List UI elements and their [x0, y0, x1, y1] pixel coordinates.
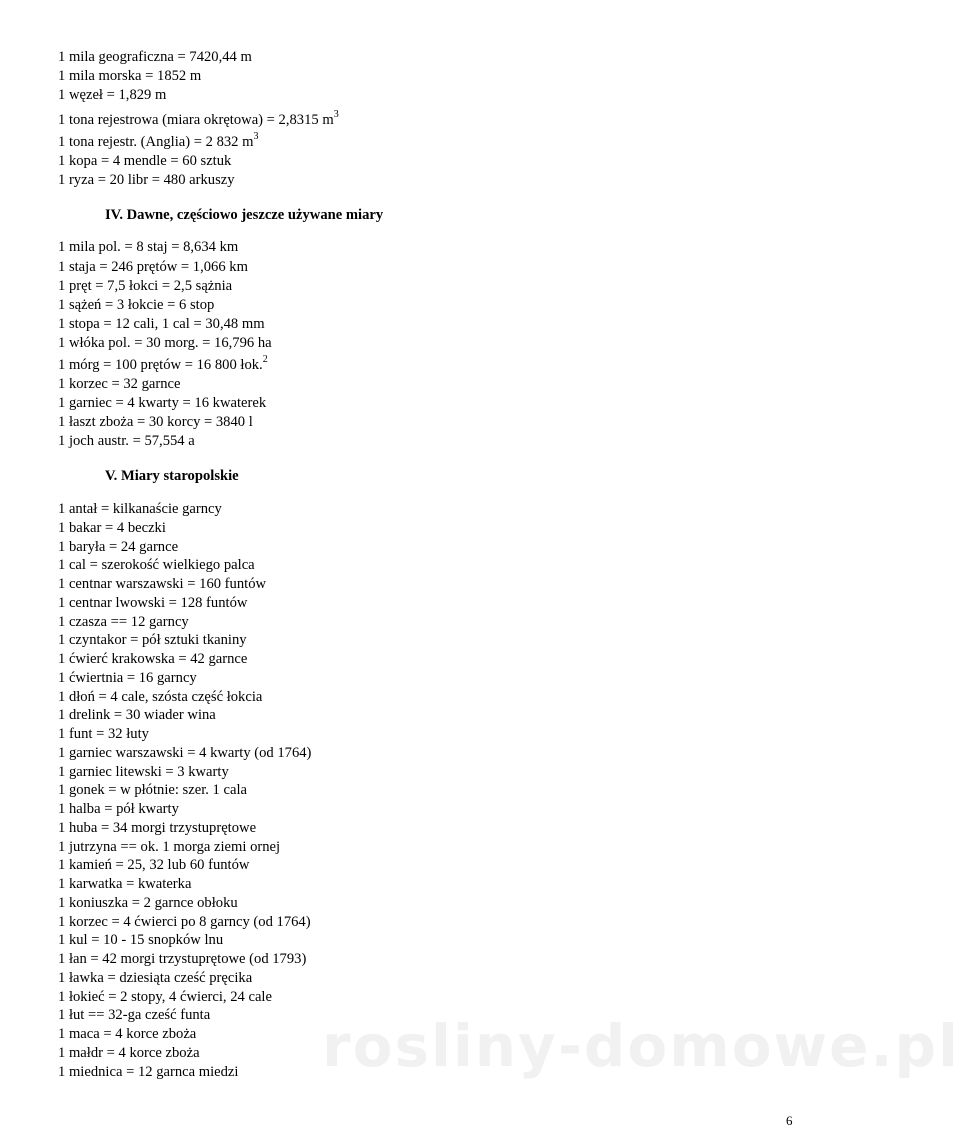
measure-line: 1 tona rejestr. (Anglia) = 2 832 $m^3$ — [58, 131, 259, 150]
measure-line: 1 cal = szerokość wielkiego palca — [58, 557, 255, 573]
measure-line: 1 ćwierć krakowska = 42 garnce — [58, 651, 248, 667]
measure-line: 1 pręt = 7,5 łokci = 2,5 sążnia — [58, 278, 233, 294]
site-watermark: rosliny-domowe.pl — [322, 1012, 960, 1080]
measure-line: 1 czyntakor = pół sztuki tkaniny — [58, 632, 247, 648]
measure-line: 1 mila geograficzna = 7420,44 m — [58, 49, 252, 65]
measure-line: 1 stopa = 12 cali, 1 cal = 30,48 mm — [58, 316, 265, 332]
measure-line: 1 ryza = 20 libr = 480 arkuszy — [58, 172, 235, 188]
measure-line: 1 ławka = dziesiąta cześć pręcika — [58, 970, 253, 986]
measure-line: 1 ćwiertnia = 16 garncy — [58, 670, 197, 686]
measure-line: 1 garniec = 4 kwarty = 16 kwaterek — [58, 395, 267, 411]
measure-line: 1 huba = 34 morgi trzystuprętowe — [58, 820, 257, 836]
measure-line: 1 włóka pol. = 30 morg. = 16,796 ha — [58, 335, 272, 351]
measure-line: 1 łaszt zboża = 30 korcy = 3840 l — [58, 414, 253, 430]
measure-line: 1 staja = 246 prętów = 1,066 km — [58, 259, 248, 275]
section-heading: IV. Dawne, częściowo jeszcze używane miary — [105, 207, 384, 223]
measure-line: 1 garniec warszawski = 4 kwarty (od 1764) — [58, 745, 312, 761]
measure-line: 1 karwatka = kwaterka — [58, 876, 192, 892]
measure-line: 1 kopa = 4 mendle = 60 sztuk — [58, 153, 232, 169]
measure-line: 1 dłoń = 4 cale, szósta część łokcia — [58, 689, 263, 705]
measure-line: 1 miednica = 12 garnca miedzi — [58, 1064, 239, 1080]
measure-line: 1 halba = pół kwarty — [58, 801, 179, 817]
measure-line: 1 mila pol. = 8 staj = 8,634 km — [58, 239, 239, 255]
page-number: 6 — [786, 1113, 793, 1128]
measure-line: 1 korzec = 32 garnce — [58, 376, 181, 392]
measure-line: 1 antał = kilkanaście garncy — [58, 501, 222, 517]
measure-line: 1 koniuszka = 2 garnce obłoku — [58, 895, 238, 911]
measure-line: 1 kamień = 25, 32 lub 60 funtów — [58, 857, 250, 873]
measure-line: 1 funt = 32 łuty — [58, 726, 149, 742]
measure-line: 1 maca = 4 korce zboża — [58, 1026, 197, 1042]
measure-line: 1 garniec litewski = 3 kwarty — [58, 764, 229, 780]
measure-line: 1 małdr = 4 korce zboża — [58, 1045, 200, 1061]
measure-line: 1 bakar = 4 beczki — [58, 520, 166, 536]
measure-line: 1 drelink = 30 wiader wina — [58, 707, 216, 723]
measure-line: 1 jutrzyna == ok. 1 morga ziemi ornej — [58, 839, 281, 855]
measure-line: 1 czasza == 12 garncy — [58, 614, 189, 630]
measure-line: 1 węzeł = 1,829 m — [58, 87, 167, 103]
measure-line: 1 łut == 32-ga cześć funta — [58, 1007, 211, 1023]
measure-line: 1 joch austr. = 57,554 a — [58, 433, 195, 449]
section-heading: V. Miary staropolskie — [105, 468, 239, 484]
measure-line: 1 centnar lwowski = 128 funtów — [58, 595, 248, 611]
measure-line: 1 tona rejestrowa (miara okrętowa) = 2,8315 $m^3$ — [58, 109, 339, 128]
measure-line: 1 gonek = w płótnie: szer. 1 cala — [58, 782, 247, 798]
measure-line: 1 korzec = 4 ćwierci po 8 garncy (od 1764) — [58, 914, 311, 930]
measure-line: 1 centnar warszawski = 160 funtów — [58, 576, 267, 592]
measure-line: 1 łan = 42 morgi trzystuprętowe (od 1793) — [58, 951, 307, 967]
measure-line: 1 baryła = 24 garnce — [58, 539, 179, 555]
measure-line: 1 mórg = 100 prętów = 16 800 łok.$^2$ — [58, 354, 268, 373]
measure-line: 1 kul = 10 - 15 snopków lnu — [58, 932, 224, 948]
measure-line: 1 mila morska = 1852 m — [58, 68, 202, 84]
measure-line: 1 sążeń = 3 łokcie = 6 stop — [58, 297, 215, 313]
measure-line: 1 łokieć = 2 stopy, 4 ćwierci, 24 cale — [58, 989, 272, 1005]
